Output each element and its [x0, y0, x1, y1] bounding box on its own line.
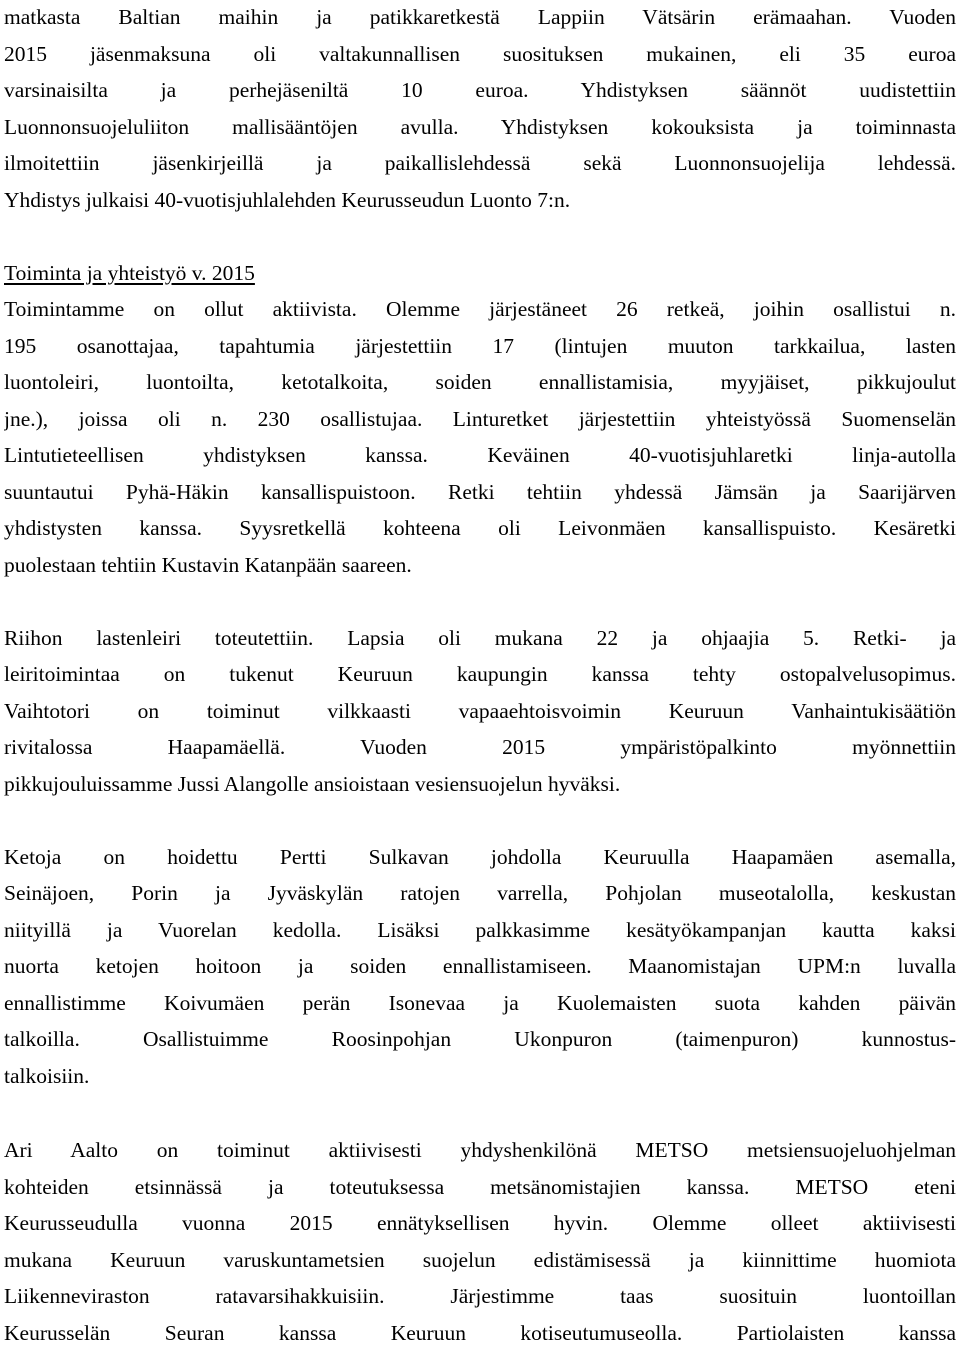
paragraph-3-line-1: Riihon lastenleiri toteutettiin. Lapsia oli mukana 22 ja ohjaajia 5. Retki- ja	[4, 625, 956, 650]
paragraph-1-line-4: Luonnonsuojeluliiton mallisääntöjen avulla. Yhdistyksen kokouksista ja toiminnasta	[4, 114, 956, 139]
paragraph-2-line-8: puolestaan tehtiin Kustavin Katanpään saareen.	[4, 552, 412, 577]
paragraph-4-line-3: niityillä ja Vuorelan kedolla. Lisäksi palkkasimme kesätyökampanjan kautta kaksi	[4, 917, 956, 942]
paragraph-1-line-5: ilmoitettiin jäsenkirjeillä ja paikallislehdessä sekä Luonnonsuojelija lehdessä.	[4, 151, 956, 175]
paragraph-4-line-5: ennallistimme Koivumäen perän Isonevaa ja Kuolemaisten suota kahden päivän	[4, 990, 956, 1015]
paragraph-4-line-2: Seinäjoen, Porin ja Jyväskylän ratojen varrella, Pohjolan museotalolla, keskustan	[4, 881, 956, 905]
section-heading: Toiminta ja yhteistyö v. 2015	[4, 260, 255, 285]
paragraph-2-line-1: Toimintamme on ollut aktiivista. Olemme järjestäneet 26 retkeä, joihin osallistui n.	[4, 297, 956, 321]
paragraph-5-line-5: Liikenneviraston ratavarsihakkuisiin. Järjestimme taas suosituin luontoillan	[4, 1284, 956, 1308]
paragraph-5-line-2: kohteiden etsinnässä ja toteutuksessa metsänomistajien kanssa. METSO eteni	[4, 1174, 956, 1199]
paragraph-2-line-4: jne.), joissa oli n. 230 osallistujaa. Linturetket järjestettiin yhteistyössä Suomenselän	[4, 406, 956, 431]
paragraph-4-line-1: Ketoja on hoidettu Pertti Sulkavan johdolla Keuruulla Haapamäen asemalla,	[4, 844, 956, 869]
paragraph-3-line-5: pikkujouluissamme Jussi Alangolle ansioistaan vesiensuojelun hyväksi.	[4, 771, 621, 796]
paragraph-2-line-5: Lintutieteellisen yhdistyksen kanssa. Keväinen 40-vuotisjuhlaretki linja-autolla	[4, 443, 956, 467]
paragraph-4-line-4: nuorta ketojen hoitoon ja soiden ennallistamiseen. Maanomistajan UPM:n luvalla	[4, 954, 956, 978]
paragraph-2-line-2: 195 osanottajaa, tapahtumia järjestettiin 17 (lintujen muuton tarkkailua, lasten	[4, 333, 956, 358]
paragraph-1-line-6: Yhdistys julkaisi 40-vuotisjuhlalehden Keurusseudun Luonto 7:n.	[4, 187, 571, 212]
paragraph-4-line-7: talkoisiin.	[4, 1063, 90, 1088]
paragraph-2-line-3: luontoleiri, luontoilta, ketotalkoita, soiden ennallistamisia, myyjäiset, pikkujoulut	[4, 370, 956, 394]
paragraph-3-line-4: rivitalossa Haapamäellä. Vuoden 2015 ympäristöpalkinto myönnettiin	[4, 735, 956, 759]
paragraph-5-line-4: mukana Keuruun varuskuntametsien suojelun edistämisessä ja kiinnittime huomiota	[4, 1247, 956, 1272]
paragraph-5-line-6: Keurusselän Seuran kanssa Keuruun kotiseutumuseolla. Partiolaisten kanssa	[4, 1320, 956, 1345]
paragraph-3-line-2: leiritoimintaa on tukenut Keuruun kaupungin kanssa tehty ostopalvelusopimus.	[4, 662, 956, 686]
document-page	[4, 0, 956, 1345]
paragraph-4-line-6: talkoilla. Osallistuimme Roosinpohjan Ukonpuron (taimenpuron) kunnostus-	[4, 1027, 956, 1051]
paragraph-1-line-2: 2015 jäsenmaksuna oli valtakunnallisen suosituksen mukainen, eli 35 euroa	[4, 41, 956, 66]
paragraph-2-line-6: suuntautui Pyhä-Häkin kansallispuistoon. Retki tehtiin yhdessä Jämsän ja Saarijärven	[4, 479, 956, 504]
paragraph-5-line-1: Ari Aalto on toiminut aktiivisesti yhdyshenkilönä METSO metsiensuojeluohjelman	[4, 1138, 956, 1162]
paragraph-5-line-3: Keurusseudulla vuonna 2015 ennätyksellisen hyvin. Olemme olleet aktiivisesti	[4, 1211, 956, 1235]
paragraph-2-line-7: yhdistysten kanssa. Syysretkellä kohteena oli Leivonmäen kansallispuisto. Kesäretki	[4, 516, 956, 540]
paragraph-1-line-1: matkasta Baltian maihin ja patikkaretkestä Lappiin Vätsärin erämaahan. Vuoden	[4, 5, 956, 29]
paragraph-3-line-3: Vaihtotori on toiminut vilkkaasti vapaaehtoisvoimin Keuruun Vanhaintukisäätiön	[4, 698, 956, 723]
paragraph-1-line-3: varsinaisilta ja perhejäseniltä 10 euroa. Yhdistyksen säännöt uudistettiin	[4, 78, 956, 102]
